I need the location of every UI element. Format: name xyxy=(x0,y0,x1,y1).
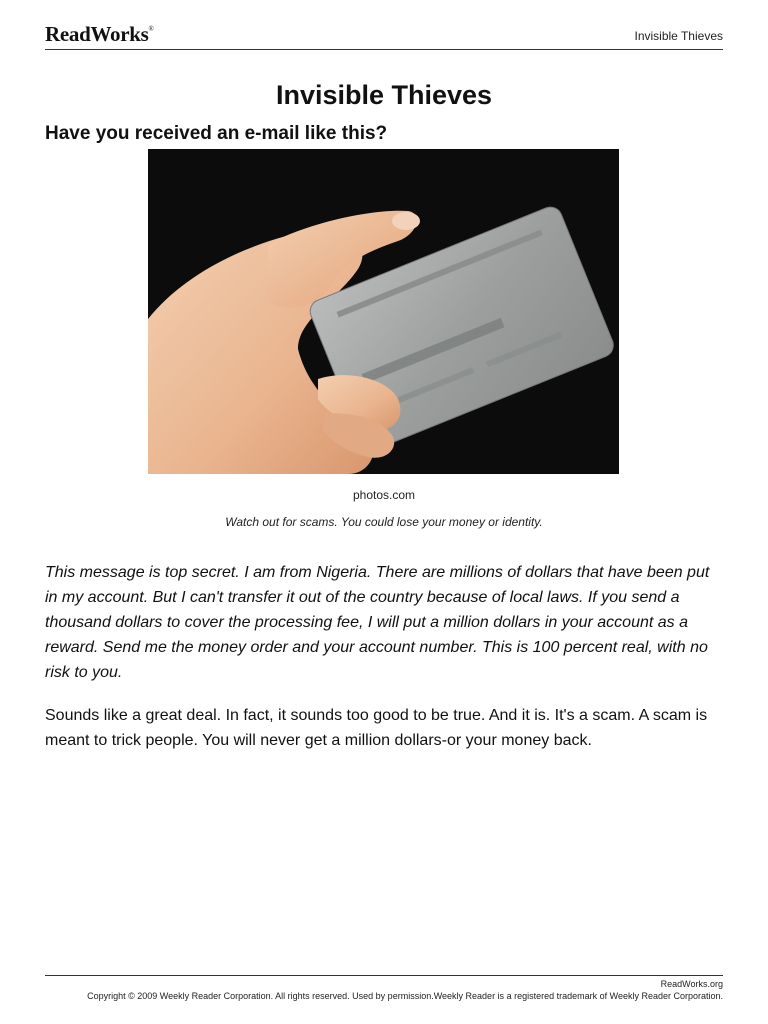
header-doc-title: Invisible Thieves xyxy=(634,29,723,43)
article-title: Invisible Thieves xyxy=(275,80,493,110)
article-subtitle: Have you received an e-mail like this? xyxy=(45,123,388,144)
scam-email-paragraph: This message is top secret. I am from Nigeria. There are millions of dollars that have been put in my account. But I can't transfer it out of the country because of local laws. If you send a thousand dollars to cover the processing fee, I will put a million dollars in your account as a reward. Send me the money order and your account number. This is 100 percent real, with no risk to you. xyxy=(45,564,710,681)
footer-divider xyxy=(45,975,723,976)
readworks-logo xyxy=(45,22,154,47)
logo-text: ReadWorks xyxy=(45,22,149,46)
photo-credit: photos.com xyxy=(352,488,416,502)
photo-caption: Watch out for scams. You could lose your money or identity. xyxy=(225,515,543,529)
credit-card-photo xyxy=(148,149,619,474)
registered-mark: ® xyxy=(148,25,154,33)
header-divider xyxy=(45,49,723,50)
body-paragraph: Sounds like a great deal. In fact, it sounds too good to be true. And it is. It's a scam. A scam is meant to trick people. You will never get a million dollars-or your money back. xyxy=(45,707,708,749)
footer-site: ReadWorks.org xyxy=(660,979,723,989)
footer-copyright: Copyright © 2009 Weekly Reader Corporation. All rights reserved. Used by permission.Weekly Reader is a registered trademark of Weekly Reader Corporation. xyxy=(87,991,723,1001)
credit-card-in-hand-icon xyxy=(148,149,619,474)
